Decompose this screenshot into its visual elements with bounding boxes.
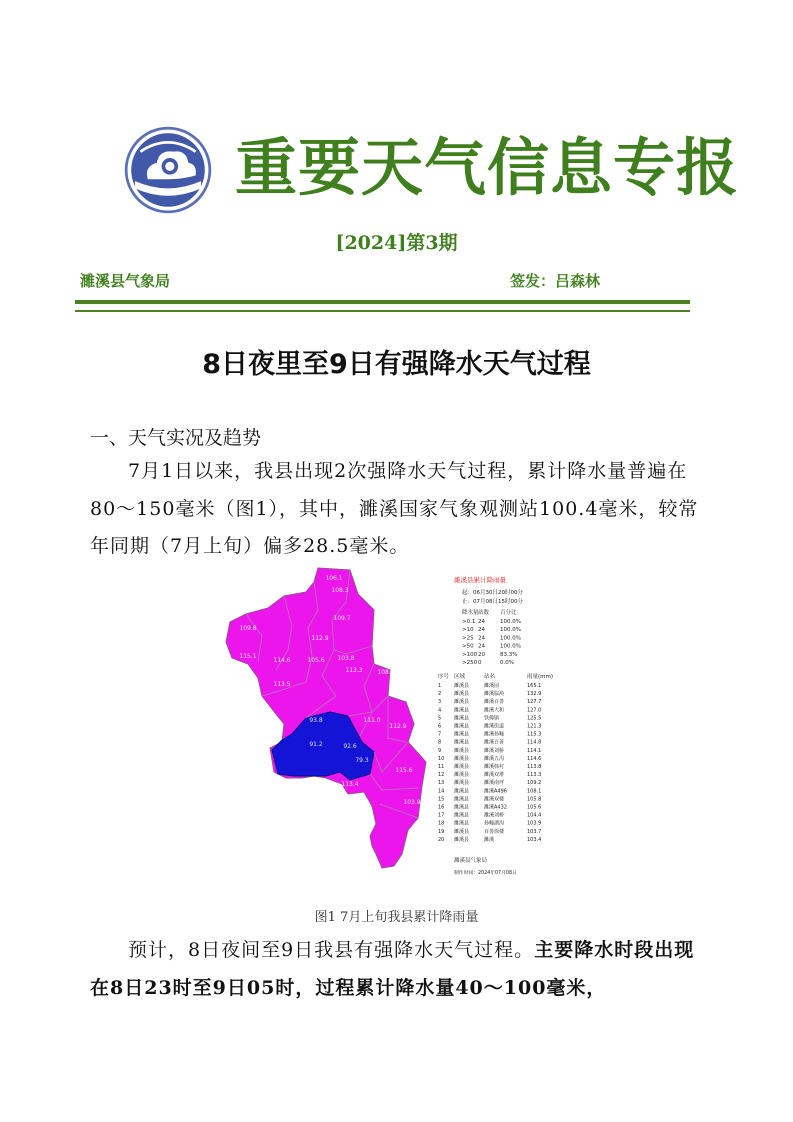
- rank-cell: 濉溪双楼: [484, 796, 505, 803]
- rank-cell: 20: [438, 836, 445, 843]
- rank-cell: 濉溪县: [454, 788, 470, 795]
- rank-cell: 濉溪五沟: [484, 755, 505, 762]
- rank-cell: 濉溪县: [454, 804, 470, 811]
- stats-cell: 100.0%: [500, 635, 521, 642]
- rank-cell: 4: [438, 707, 442, 714]
- rank-cell: 濉溪孙疃: [484, 731, 505, 738]
- meteorological-logo-icon: [122, 124, 214, 216]
- rank-cell: 10: [438, 755, 445, 762]
- rainfall-legend: [438, 575, 553, 876]
- rank-cell: 6: [438, 723, 442, 730]
- map-station-value: 92.6: [343, 743, 357, 750]
- map-station-value: 115.1: [239, 653, 257, 660]
- rank-cell: 114.8: [527, 739, 542, 746]
- signer: 签发：吕森林: [510, 272, 601, 290]
- section-title: 一、天气实况及趋势: [90, 427, 262, 449]
- stats-cell: 24: [478, 619, 485, 625]
- stats-cell: >50: [462, 643, 474, 650]
- rank-cell: 2: [438, 691, 442, 698]
- rank-cell: 孙疃湖沟: [484, 820, 505, 827]
- map-station-value: 108.1: [377, 669, 395, 676]
- rank-cell: 濉溪大和: [484, 707, 505, 714]
- rank-cell: 濉溪县: [454, 683, 470, 689]
- rank-header-cell: 序号: [438, 674, 450, 680]
- legend-period-start: 起：06月30日20时00分: [462, 590, 523, 596]
- rank-cell: 9: [438, 747, 442, 754]
- rank-cell: 濉溪县: [454, 715, 470, 722]
- rank-cell: 濉溪县: [454, 691, 470, 698]
- rank-cell: 濉溪A496: [484, 788, 507, 795]
- legend-footer-time: 制作时间：2024年07月08日: [454, 871, 517, 876]
- rank-cell: 108.1: [527, 788, 542, 795]
- forecast-emphasis: 主要降水时段出现在8日23时至9日05时，过程累计降水量40～100毫米，: [90, 939, 695, 999]
- headline: 8日夜里至9日有强降水天气过程: [202, 349, 591, 380]
- legend-footer-org: 濉溪县气象局: [454, 858, 488, 864]
- rank-cell: 濉溪园: [484, 683, 500, 689]
- stats-cell: 20: [478, 651, 485, 658]
- map-station-value: 113.4: [341, 781, 359, 788]
- map-station-value: 91.2: [309, 741, 323, 748]
- rank-cell: 17: [438, 812, 445, 819]
- rank-cell: 濉溪县: [454, 796, 470, 803]
- rank-cell: 濉溪临涣: [484, 691, 505, 698]
- rank-cell: 114.1: [527, 747, 542, 754]
- rank-cell: 濉溪双堆: [484, 772, 505, 779]
- rank-cell: 濉溪县: [454, 755, 470, 762]
- rank-cell: 113.3: [527, 772, 542, 779]
- rank-cell: 濉溪县: [454, 699, 470, 706]
- map-station-value: 113.3: [345, 667, 363, 674]
- rank-cell: 濉溪县: [454, 739, 470, 746]
- rank-cell: 12: [438, 772, 445, 779]
- paragraph-forecast: [90, 932, 705, 1007]
- stats-cell: >0.1: [462, 619, 476, 625]
- map-station-value: 79.3: [355, 757, 369, 764]
- rank-header-cell: 雨量(mm): [527, 674, 554, 680]
- stats-cell: 100.0%: [500, 643, 521, 650]
- rank-cell: 113.8: [527, 764, 542, 770]
- rank-cell: 濉溪A432: [484, 804, 507, 811]
- rank-cell: 濉溪刘桥: [484, 812, 505, 819]
- rank-cell: 濉溪南坪: [484, 780, 505, 787]
- rank-cell: 濉溪: [484, 836, 495, 843]
- rank-cell: 濉溪县: [454, 764, 470, 770]
- legend-rank-table: [438, 672, 553, 843]
- rank-cell: 濉溪百善: [484, 699, 505, 706]
- rank-cell: 濉溪县: [454, 812, 470, 819]
- stats-cell: 24: [478, 635, 485, 642]
- rank-cell: 15: [438, 796, 445, 803]
- rank-cell: 濉溪县: [454, 731, 470, 738]
- rank-cell: 7: [438, 731, 442, 738]
- map-station-value: 109.7: [333, 615, 351, 622]
- rank-cell: 濉溪县: [454, 836, 470, 843]
- rank-cell: 114.6: [527, 755, 542, 762]
- map-station-value: 109.8: [239, 625, 257, 632]
- map-station-value: 112.9: [311, 635, 329, 642]
- rank-cell: 103.4: [527, 836, 542, 843]
- rank-header-cell: 站名: [484, 674, 496, 680]
- rank-cell: 103.7: [527, 828, 542, 835]
- rank-cell: 105.6: [527, 804, 542, 811]
- rank-cell: 百善徐楼: [484, 828, 505, 835]
- rank-cell: 127.0: [527, 707, 542, 714]
- rank-cell: 濉溪县: [454, 707, 470, 714]
- rank-cell: 103.9: [527, 820, 542, 827]
- rank-cell: 濉溪刘桥: [484, 747, 505, 754]
- map-station-value: 106.1: [325, 575, 343, 582]
- rank-cell: 濉溪县: [454, 820, 470, 827]
- rank-cell: 115.3: [527, 731, 542, 738]
- rank-cell: 132.9: [527, 691, 542, 698]
- rank-cell: 1: [438, 683, 442, 689]
- stats-cell: 100.0%: [500, 627, 521, 634]
- figure-caption: 图1 7月上旬我县累计降雨量: [314, 910, 479, 925]
- report-title: 重要天气信息专报: [235, 131, 740, 204]
- rank-header-cell: 区域: [454, 674, 466, 680]
- rank-cell: 濉溪县: [454, 723, 470, 730]
- rank-cell: 8: [438, 739, 442, 746]
- rank-cell: 165.1: [527, 683, 542, 689]
- map-station-value: 112.9: [389, 723, 407, 730]
- stats-cell: 24: [478, 643, 485, 650]
- map-station-value: 108.3: [331, 587, 349, 594]
- rank-cell: 109.2: [527, 780, 542, 787]
- issuing-agency: 濉溪县气象局: [80, 272, 171, 290]
- map-station-value: 105.6: [307, 657, 325, 664]
- map-station-value: 103.9: [403, 799, 421, 806]
- rank-cell: 3: [438, 699, 442, 706]
- rank-cell: 濉溪县: [454, 747, 470, 754]
- map-station-value: 103.8: [337, 655, 355, 662]
- rank-cell: 121.3: [527, 723, 542, 730]
- rank-cell: 105.8: [527, 796, 542, 803]
- paragraph: 7月1日以来，我县出现2次强降水天气过程，累计降水量普遍在80～150毫米（图1），其中，濉溪国家气象观测站100.4毫米，较常年同期（7月上旬）偏多28.5毫米。: [90, 460, 699, 557]
- map-station-value: 113.5: [273, 681, 291, 688]
- map-station-value: 115.6: [395, 767, 413, 774]
- rank-cell: 14: [438, 788, 445, 795]
- stats-cell: >250: [462, 660, 478, 666]
- rank-cell: 11: [438, 764, 445, 770]
- rank-cell: 13: [438, 780, 445, 787]
- rank-cell: 18: [438, 820, 445, 827]
- stats-cell: 83.3%: [500, 651, 518, 658]
- rank-cell: 濉溪县: [454, 780, 470, 787]
- rainfall-map-figure: [222, 566, 562, 886]
- stats-cell: 100.0%: [500, 619, 521, 625]
- header-divider-thick: [75, 300, 690, 304]
- stats-cell: 24: [478, 627, 485, 634]
- rank-cell: 125.5: [527, 715, 542, 722]
- stats-header-cell: 降水量: [462, 610, 479, 616]
- forecast-lead: 预计，8日夜间至9日我县有强降水天气过程。: [128, 939, 535, 961]
- stats-header-cell: 百分比: [500, 610, 517, 616]
- rank-cell: 5: [438, 715, 442, 722]
- stats-cell: 0.0%: [500, 660, 514, 666]
- rank-cell: 127.7: [527, 699, 542, 706]
- rank-cell: 濉溪县: [454, 772, 470, 779]
- issue-number: [2024]第3期: [335, 232, 458, 254]
- rank-cell: 铁佛镇: [484, 715, 500, 722]
- rank-cell: 19: [438, 828, 445, 835]
- legend-stats-table: [462, 608, 521, 666]
- stats-header-cell: 站数: [478, 610, 490, 616]
- stats-cell: >25: [462, 635, 474, 642]
- stats-cell: >10: [462, 627, 474, 634]
- rank-cell: 16: [438, 804, 445, 811]
- map-station-value: 114.6: [273, 657, 291, 664]
- map-station-value: 93.8: [309, 717, 323, 724]
- stats-cell: >100: [462, 651, 478, 658]
- rank-cell: 濉溪韩村: [484, 764, 505, 770]
- header-divider-thin: [75, 310, 690, 312]
- stats-cell: 0: [478, 660, 482, 666]
- legend-title: 濉溪县累计降雨量: [454, 576, 506, 584]
- map-station-value: 111.0: [363, 717, 381, 724]
- rank-cell: 濉溪县: [454, 828, 470, 835]
- legend-period-end: 止：07月08日15时00分: [462, 599, 523, 605]
- rank-cell: 濉溪街道: [484, 723, 505, 730]
- rank-cell: 104.4: [527, 812, 542, 819]
- rank-cell: 濉溪百善: [484, 739, 505, 746]
